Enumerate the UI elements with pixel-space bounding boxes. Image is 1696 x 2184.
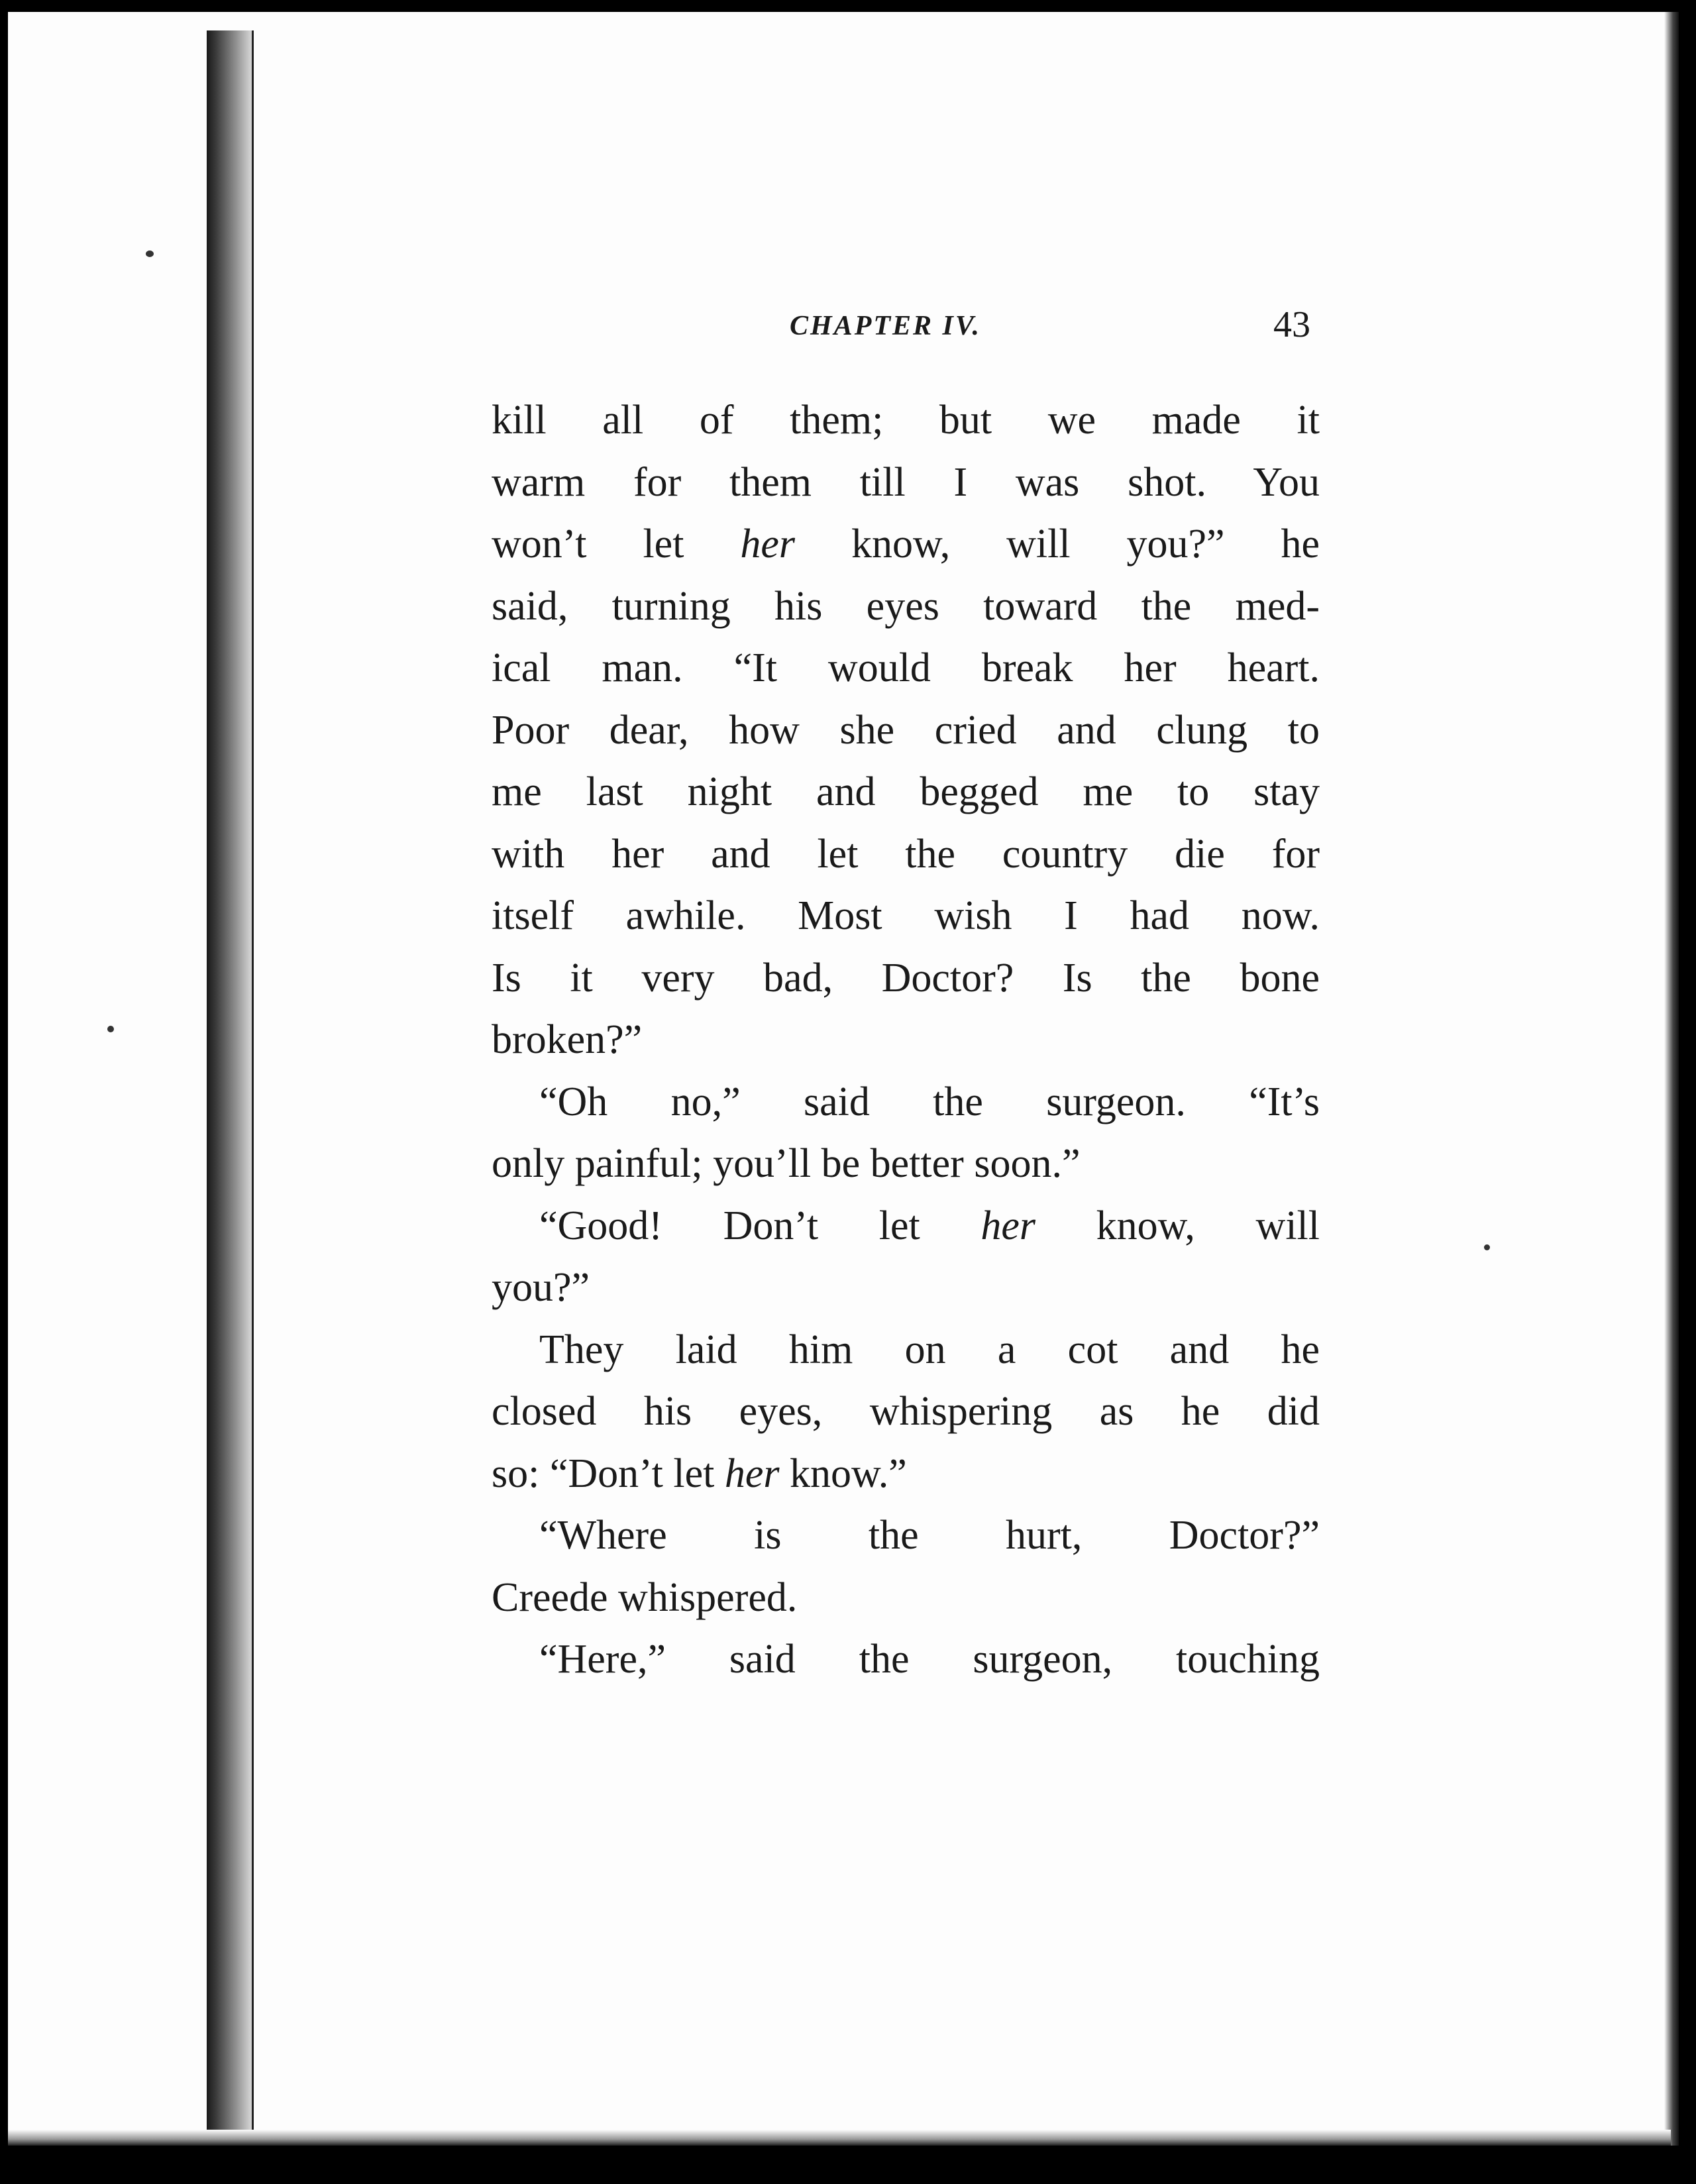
- text-line: said, turning his eyes toward the med-: [492, 583, 1320, 629]
- page-number: 43: [1273, 304, 1310, 345]
- text-line: won’t let her know, will you?” he: [492, 521, 1320, 567]
- text-line: itself awhile. Most wish I had now.: [492, 893, 1320, 938]
- page-right-edge: [1664, 12, 1679, 2146]
- text-line: ical man. “It would break her heart.: [492, 645, 1320, 690]
- text-line: warm for them till I was shot. You: [492, 459, 1320, 505]
- text-line: “Where is the hurt, Doctor?”: [539, 1513, 1320, 1558]
- text-line: They laid him on a cot and he: [539, 1327, 1320, 1372]
- text-line: “Good! Don’t let her know, will: [539, 1203, 1320, 1248]
- text-line: kill all of them; but we made it: [492, 398, 1320, 443]
- page-bottom-edge: [8, 2130, 1671, 2146]
- book-spine-shadow: [207, 30, 252, 2131]
- text-line: Creede whispered.: [492, 1574, 798, 1620]
- dust-speck: [146, 250, 154, 257]
- text-line: you?”: [492, 1265, 590, 1310]
- text-line: with her and let the country die for: [492, 831, 1320, 877]
- text-line: me last night and begged me to stay: [492, 769, 1320, 814]
- text-line: broken?”: [492, 1017, 643, 1062]
- text-line: “Here,” said the surgeon, touching: [539, 1637, 1320, 1682]
- text-line: only painful; you’ll be better soon.”: [492, 1141, 1081, 1186]
- spine-edge-line: [252, 30, 254, 2131]
- body-text: [492, 390, 1320, 1691]
- running-head: CHAPTER IV.: [790, 311, 981, 341]
- text-line: closed his eyes, whispering as he did: [492, 1389, 1320, 1434]
- text-line: “Oh no,” said the surgeon. “It’s: [539, 1079, 1320, 1124]
- dust-speck: [107, 1026, 114, 1032]
- book-page: [8, 12, 1671, 2146]
- dust-speck: [1484, 1244, 1490, 1250]
- text-line: Poor dear, how she cried and clung to: [492, 707, 1320, 753]
- text-line: Is it very bad, Doctor? Is the bone: [492, 955, 1320, 1001]
- text-line: so: “Don’t let her know.”: [492, 1450, 907, 1496]
